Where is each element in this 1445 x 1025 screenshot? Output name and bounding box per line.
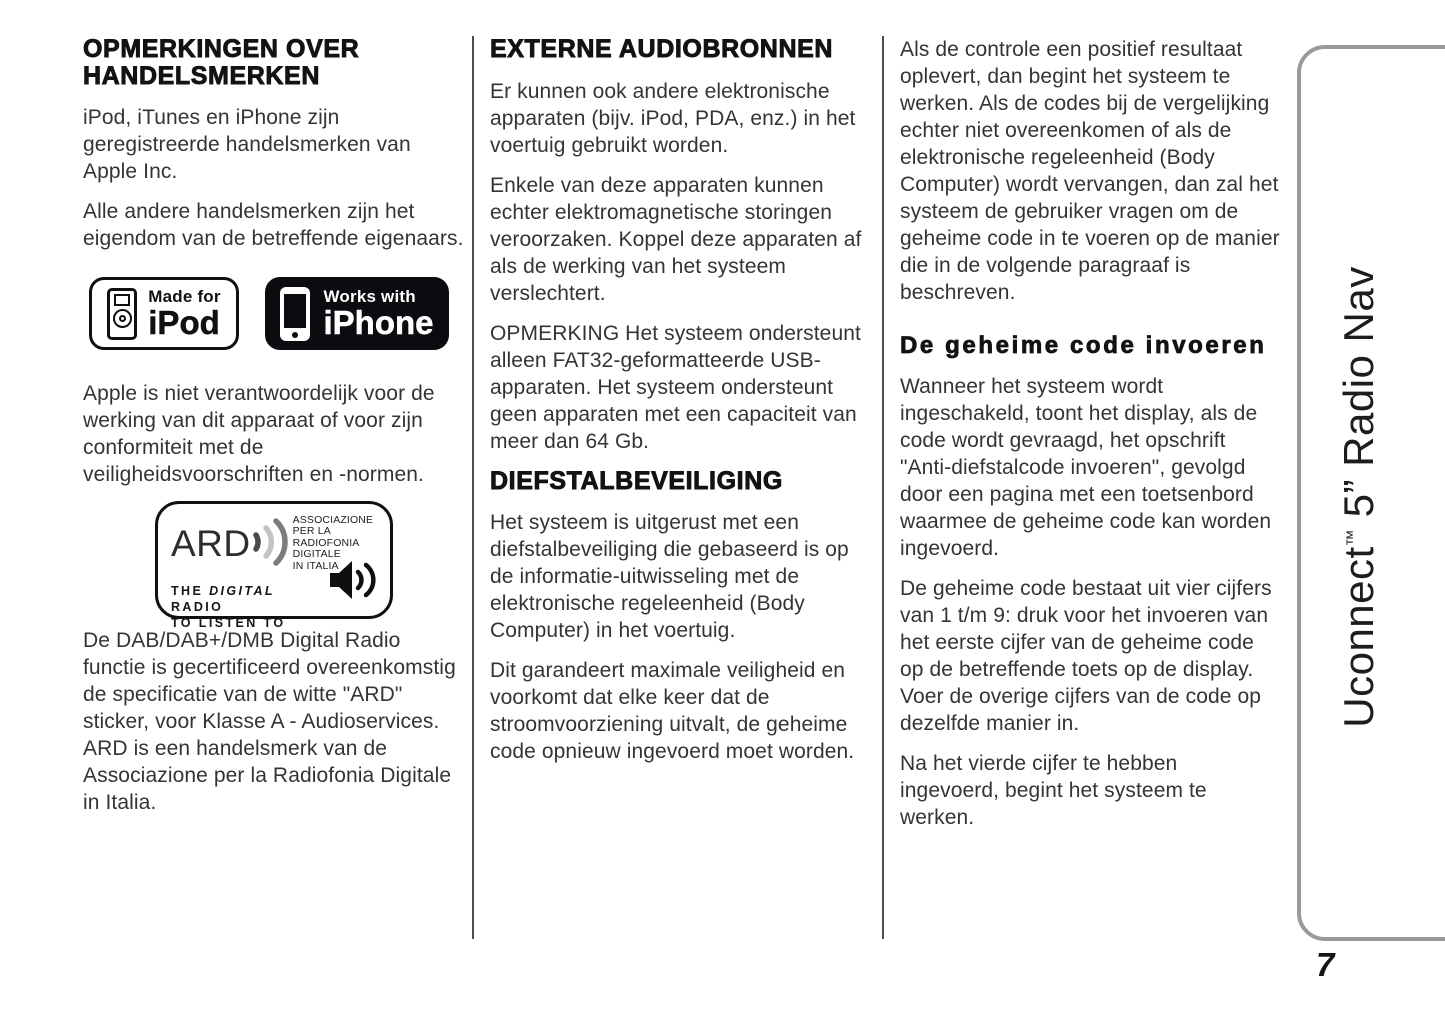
paragraph: Het systeem is uitgerust met een diefstalbeveiliging die gebaseerd is op de informatie-uitwisseling met de elektronische regeleenheid (Body Computer) in het voertuig. xyxy=(490,511,849,642)
ard-brand-text: ARD xyxy=(171,522,251,564)
paragraph: Enkele van deze apparaten kunnen echter elektromagnetische storingen veroorzaken. Koppel deze apparaten af als de werking van het systeem verslechtert. xyxy=(490,173,862,305)
paragraph: De DAB/DAB+/DMB Digital Radio functie is gecertificeerd overeenkomstig de specificatie van de witte "ARD" sticker, voor Klasse A - Audioservices. ARD is een handelsmerk van de Associazione per la Radiofonia Digitale in Italia. xyxy=(83,629,456,814)
ard-logo xyxy=(155,501,393,630)
badge-line1: Works with xyxy=(323,287,416,306)
paragraph: De geheime code bestaat uit vier cijfers van 1 t/m 9: druk voor het invoeren van het eerste cijfer van de geheime code op de betreffende toets op de display. Voer de overige cijfers van de code op dezelfde manier in. xyxy=(900,577,1272,735)
subsection-heading-enter-code: De geheime code invoeren xyxy=(900,332,1267,359)
paragraph: Na het vierde cijfer te hebben ingevoerd, begint het systeem te werken. xyxy=(900,752,1207,829)
column-divider xyxy=(472,36,474,939)
section-heading-trademarks: OPMERKINGEN OVER HANDELSMERKEN xyxy=(83,35,360,90)
paragraph: Er kunnen ook andere elektronische apparaten (bijv. iPod, PDA, enz.) in het voertuig gebruikt worden. xyxy=(490,79,856,157)
ipod-icon xyxy=(107,288,137,340)
made-for-ipod-badge xyxy=(89,277,239,350)
badge-line2: iPhone xyxy=(323,304,434,341)
apple-badges xyxy=(89,277,465,350)
paragraph: Dit garandeert maximale veiligheid en voorkomt dat elke keer dat de stroomvoorziening uitvalt, de geheime code opnieuw ingevoerd moet worden. xyxy=(490,659,855,763)
badge-line1: Made for xyxy=(148,287,221,306)
column-trademarks xyxy=(83,36,465,829)
paragraph: Als de controle een positief resultaat oplevert, dan begint het systeem te werken. Als de codes bij de vergelijking echter niet overeenkomen of als de elektronische regeleenheid (Body Computer) wordt vervangen, dan zal het systeem de gebruiker vragen om de geheime code in te voeren op de manier die in de volgende paragraaf is beschreven. xyxy=(900,38,1280,304)
section-heading-theft-protection: DIEFSTALBEVEILIGING xyxy=(490,466,783,495)
trademark-symbol: ™ xyxy=(1343,529,1362,547)
ard-tagline: THE DIGITAL RADIO TO LISTEN TO xyxy=(171,584,286,630)
paragraph: Wanneer het systeem wordt ingeschakeld, toont het display, als de code wordt gevraagd, het opschrift "Anti-diefstalcode invoeren", gevolgd door een pagina met een toetsenbord waarmee de geheime code kan worden ingevoerd. xyxy=(900,375,1272,560)
chapter-title: Uconnect™ 5” Radio Nav xyxy=(1335,266,1382,728)
paragraph: Apple is niet verantwoordelijk voor de werking van dit apparaat of voor zijn conformiteit met de veiligheidsvoorschriften en -normen. xyxy=(83,382,435,486)
paragraph: OPMERKING Het systeem ondersteunt alleen FAT32-geformatteerde USB-apparaten. Het systeem ondersteunt geen apparaten met een capaciteit van meer dan 64 Gb. xyxy=(490,321,861,453)
page-number: 7 xyxy=(1316,946,1335,983)
paragraph: Alle andere handelsmerken zijn het eigendom van de betreffende eigenaars. xyxy=(83,200,464,250)
ard-association-text: ASSOCIAZIONE PER LA RADIOFONIA DIGITALE IN ITALIA xyxy=(292,513,374,572)
column-divider xyxy=(882,36,884,939)
works-with-iphone-badge xyxy=(265,277,449,350)
ipod-clickwheel xyxy=(113,309,132,328)
column-external-audio xyxy=(490,36,868,778)
ipod-screen xyxy=(114,294,130,306)
chapter-tab xyxy=(1297,45,1445,941)
column-secret-code xyxy=(900,36,1280,844)
iphone-icon xyxy=(280,287,310,341)
paragraph: iPod, iTunes en iPhone zijn geregistreerde handelsmerken van Apple Inc. xyxy=(83,106,411,183)
radio-waves-icon xyxy=(252,515,290,574)
speaker-icon xyxy=(328,557,380,608)
badge-line2: iPod xyxy=(148,304,220,341)
section-heading-external-audio: EXTERNE AUDIOBRONNEN xyxy=(490,35,834,63)
